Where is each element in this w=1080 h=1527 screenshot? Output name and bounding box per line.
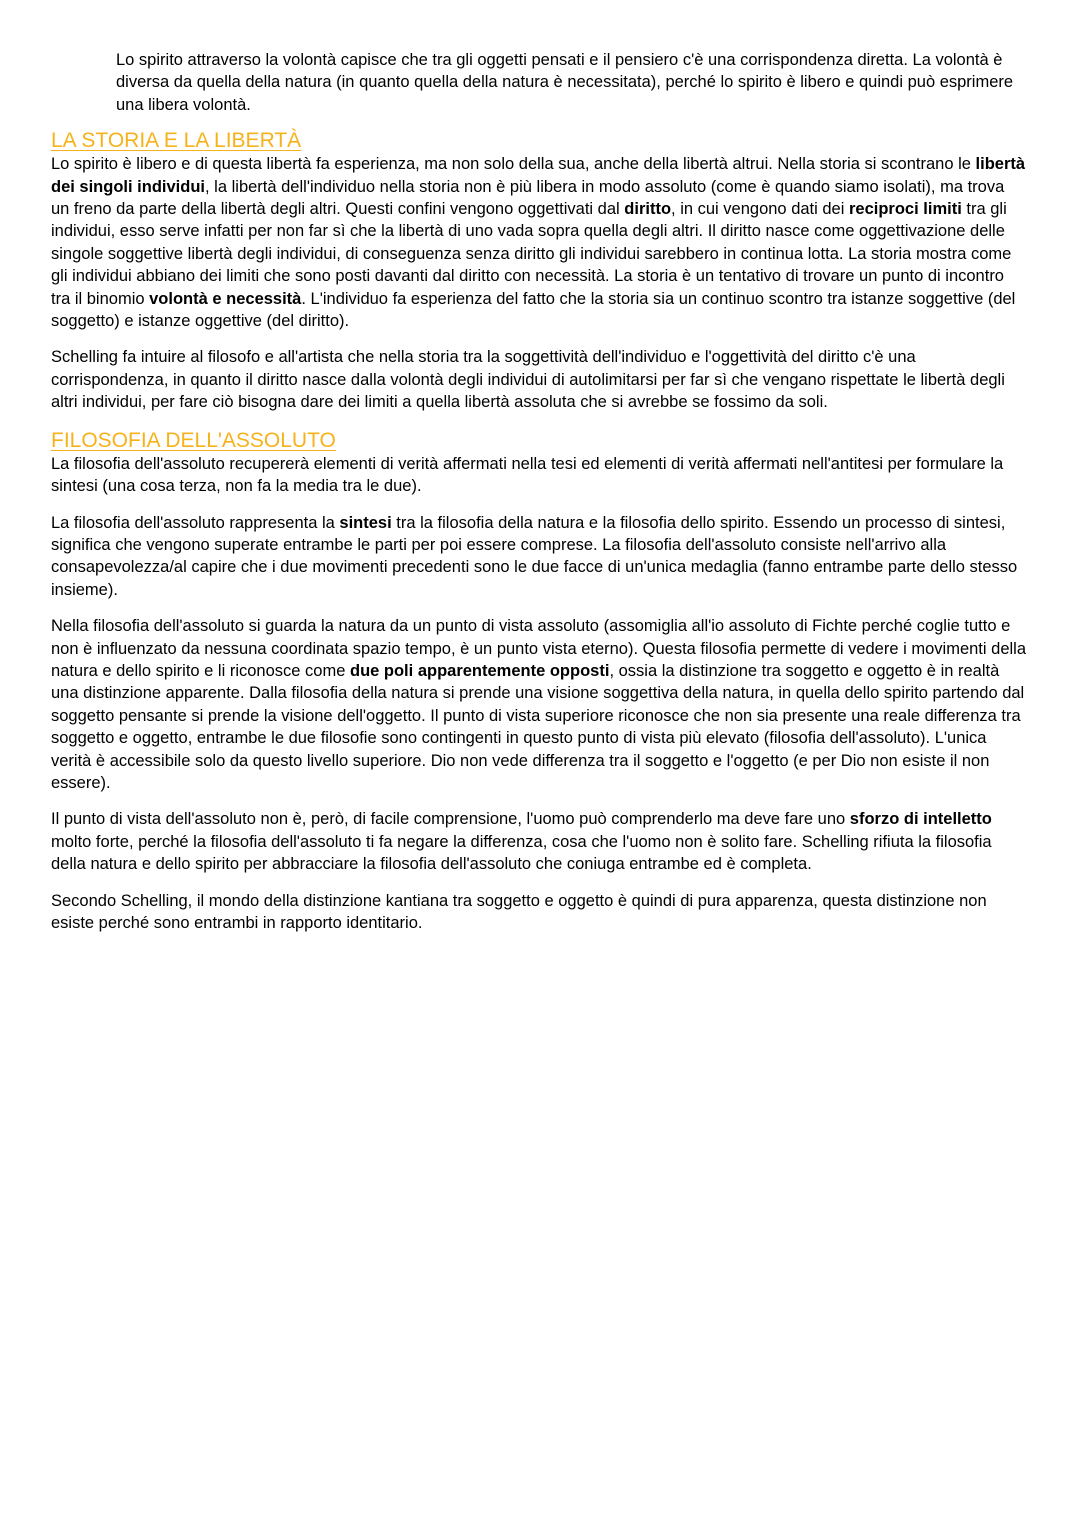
storia-paragraph-2: Schelling fa intuire al filosofo e all'artista che nella storia tra la soggettività dell'individuo e l'oggettività del diritto c'è una corrispondenza, in quanto il diritto nasce dalla volontà degli individui di autolimitarsi per far sì che vengano rispettate le libertà degli altri individui, per fare ciò bisogna dare dei limiti a quella libertà assoluta che si avrebbe se fossimo da soli. [51, 348, 1005, 412]
bold-due-poli: due poli apparentemente opposti [349, 661, 610, 680]
heading-storia-liberta: LA STORIA E LA LIBERTÀ [51, 129, 302, 153]
storia-paragraph-1: Lo spirito è libero e di questa libertà fa esperienza, ma non solo della sua, anche della libertà altrui. Nella storia si scontrano le libertà dei singoli individui, la libertà dell'individuo nella storia non è più libera in modo assoluto (come è quando siamo isolati), ma trova un freno da parte della libertà degli altri. Questi confini vengono oggettivati dal diritto, in cui vengono dati dei reciproci limiti tra gli individui, esso serve infatti per non far sì che la libertà di uno vada sopra quella degli altri. Il diritto nasce come oggettivazione delle singole soggettive libertà degli individui, di conseguenza senza diritto gli individui sarebbero in continua lotta. La storia mostra come gli individui abbiano dei limiti che sono posti davanti dal diritto con necessità. La storia è un tentativo di trovare un punto di incontro tra il binomio volontà e necessità. L'individuo fa esperienza del fatto che la storia sia un continuo scontro tra istanze soggettive (del soggetto) e istanze oggettive (del diritto). [51, 155, 1026, 331]
assoluto-paragraph-2: La filosofia dell'assoluto rappresenta la sintesi tra la filosofia della natura e la filosofia dello spirito. Essendo un processo di sintesi, significa che vengono superate entrambe le parti per poi essere comprese. La filosofia dell'assoluto consiste nell'arrivo alla consapevolezza/al capire che i due movimenti precedenti sono le due facce di un'unica medaglia (fanno entrambe parte dello stesso insieme). [51, 513, 1018, 599]
assoluto-paragraph-1: La filosofia dell'assoluto recupererà elementi di verità affermati nella tesi ed elementi di verità affermati nell'antitesi per formulare la sintesi (una cosa terza, non fa la media tra le due). [51, 454, 1004, 496]
bold-reciproci-limiti: reciproci limiti [849, 200, 962, 219]
bold-sintesi: sintesi [339, 513, 392, 532]
bold-diritto: diritto [624, 200, 672, 219]
heading-filosofia-assoluto: FILOSOFIA DELL'ASSOLUTO [51, 428, 336, 452]
bold-liberta-singoli: libertà dei singoli individui [51, 155, 1026, 196]
assoluto-paragraph-3: Nella filosofia dell'assoluto si guarda la natura da un punto di vista assoluto (assomiglia all'io assoluto di Fichte perché coglie tutto e non è influenzato da nessuna coordinata spazio tempo, è un punto vista eterno). Questa filosofia permette di vedere i movimenti della natura e dello spirito e li riconosce come due poli apparentemente opposti, ossia la distinzione tra soggetto e oggetto è in realtà una distinzione apparente. Dalla filosofia della natura si prende una visione soggettiva della natura, in quella dello spirito partendo dal soggetto pensante si prende la visione dell'oggetto. Il punto di vista superiore riconosce che non sia presente una reale differenza tra soggetto e oggetto, entrambe le due filosofie sono contingenti in questo punto di vista più elevato (filosofia dell'assoluto). L'unica verità è accessibile solo da questo livello superiore. Dio non vede differenza tra il soggetto e l'oggetto (e per Dio non esiste il non essere). [51, 617, 1026, 792]
assoluto-paragraph-5: Secondo Schelling, il mondo della distinzione kantiana tra soggetto e oggetto è quindi di pura apparenza, questa distinzione non esiste perché sono entrambi in rapporto identitario. [51, 891, 987, 932]
bold-volonta-necessita: volontà e necessità [149, 289, 302, 308]
intro-paragraph: Lo spirito attraverso la volontà capisce che tra gli oggetti pensati e il pensiero c'è una corrispondenza diretta. La volontà è diversa da quella della natura (in quanto quella della natura è necessitata), perché lo spirito è libero e quindi può esprimere una libera volontà. [116, 51, 1014, 114]
document-page [51, 49, 1026, 934]
bold-sforzo-intelletto: sforzo di intelletto [849, 810, 992, 829]
assoluto-paragraph-4: Il punto di vista dell'assoluto non è, però, di facile comprensione, l'uomo può comprenderlo ma deve fare uno sforzo di intelletto molto forte, perché la filosofia dell'assoluto ti fa negare la differenza, cosa che l'uomo non è solito fare. Schelling rifiuta la filosofia della natura e dello spirito per abbracciare la filosofia dell'assoluto che coniuga entrambe ed è completa. [51, 810, 992, 874]
